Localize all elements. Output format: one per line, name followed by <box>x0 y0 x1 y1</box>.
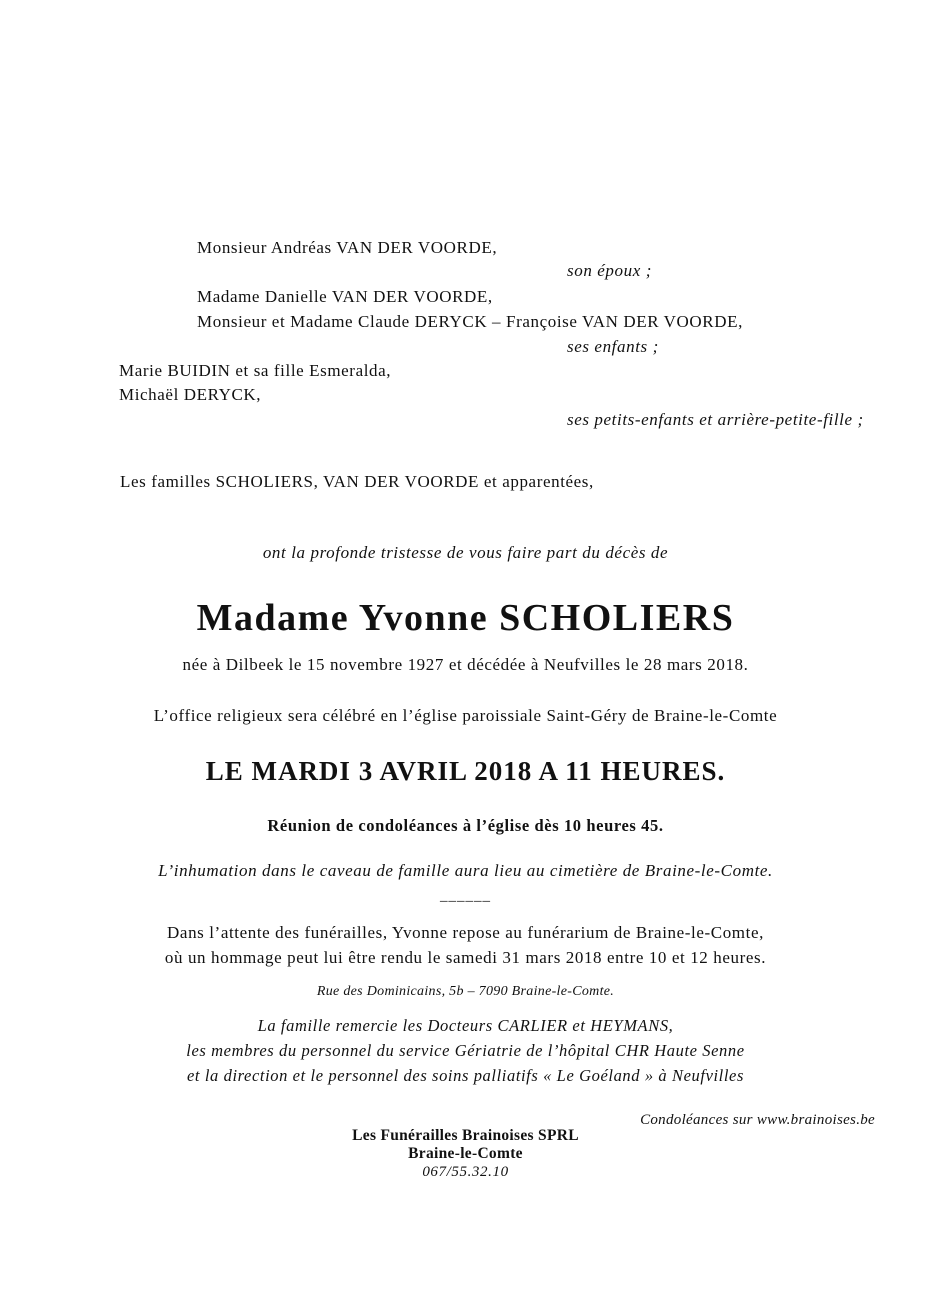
families-line: Les familles SCHOLIERS, VAN DER VOORDE et apparentées, <box>120 472 594 491</box>
thanks-line-2: les membres du personnel du service Gériatrie de l’hôpital CHR Haute Senne <box>186 1041 745 1060</box>
thanks-line-3: et la direction et le personnel des soins palliatifs « Le Goéland » à Neufvilles <box>187 1066 744 1085</box>
life-dates-line: née à Dilbeek le 15 novembre 1927 et décédée à Neufvilles le 28 mars 2018. <box>182 655 749 674</box>
service-location-line: L’office religieux sera célébré en l’église paroissiale Saint-Géry de Braine-le-Comte <box>153 706 778 725</box>
deceased-name-title: Madame Yvonne SCHOLIERS <box>196 597 735 639</box>
service-datetime-line: LE MARDI 3 AVRIL 2018 A 11 HEURES. <box>205 756 726 786</box>
grandchildren-relation-label: ses petits-enfants et arrière-petite-fille ; <box>567 410 864 429</box>
thanks-line-1: La famille remercie les Docteurs CARLIER et HEYMANS, <box>257 1016 674 1035</box>
spouse-name-line: Monsieur Andréas VAN DER VOORDE, <box>197 238 498 257</box>
spouse-relation-label: son époux ; <box>567 261 652 280</box>
grandchild-name-line-2: Michaël DERYCK, <box>119 385 262 404</box>
funerarium-address-line: Rue des Dominicains, 5b – 7090 Braine-le-Comte. <box>316 984 615 999</box>
children-relation-label: ses enfants ; <box>567 337 659 356</box>
repose-line-2: où un hommage peut lui être rendu le samedi 31 mars 2018 entre 10 et 12 heures. <box>164 948 767 967</box>
child-name-line-2: Monsieur et Madame Claude DERYCK – Françoise VAN DER VOORDE, <box>197 312 743 331</box>
funeral-home-phone: 067/55.32.10 <box>422 1164 509 1180</box>
child-name-line-1: Madame Danielle VAN DER VOORDE, <box>197 287 493 306</box>
online-condolences-line: Condoléances sur www.brainoises.be <box>640 1112 875 1128</box>
repose-line-1: Dans l’attente des funérailles, Yvonne repose au funérarium de Braine-le-Comte, <box>167 923 764 942</box>
funeral-home-name: Les Funérailles Brainoises SPRL <box>352 1127 579 1144</box>
section-divider: ______ <box>440 888 491 904</box>
announcement-intro: ont la profonde tristesse de vous faire part du décès de <box>262 543 669 562</box>
burial-line: L’inhumation dans le caveau de famille aura lieu au cimetière de Braine-le-Comte. <box>158 861 773 880</box>
funeral-home-city: Braine-le-Comte <box>408 1145 523 1162</box>
condolences-meeting-line: Réunion de condoléances à l’église dès 10 heures 45. <box>267 816 664 835</box>
grandchild-name-line-1: Marie BUIDIN et sa fille Esmeralda, <box>119 361 392 380</box>
